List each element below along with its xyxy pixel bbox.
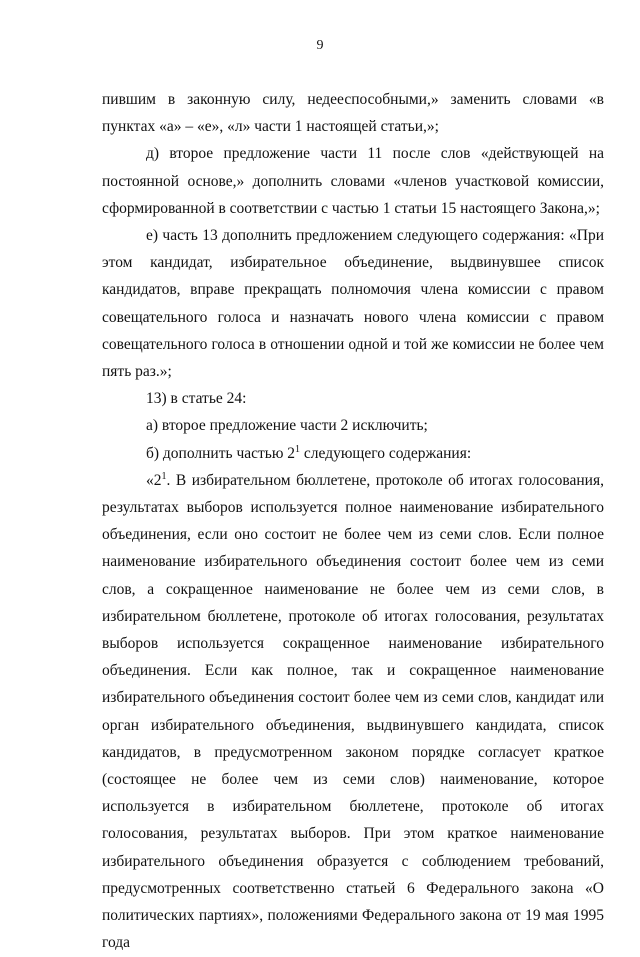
paragraph-item-a: а) второе предложение части 2 исключить;: [146, 417, 428, 435]
paragraph-part-2-1: [102, 467, 604, 957]
document-body: [102, 86, 604, 957]
paragraph-item-b-text: б) дополнить частью 2: [146, 444, 296, 462]
paragraph-part-2-1-start: «2: [146, 471, 162, 489]
paragraph-item-b-text-end: следующего содержания:: [300, 444, 472, 462]
paragraph-item-b: [102, 440, 604, 467]
superscript-one: 1: [295, 443, 301, 455]
paragraph-item-d: д) второе предложение части 11 после слов «действующей на постоянной основе,» дополнить словами «членов участковой комиссии, сформированной в соответствии с частью 1 статьи 15 настоящего Закона,»;: [102, 145, 604, 217]
superscript-one-b: 1: [161, 470, 167, 482]
paragraph-part-2-1-text: . В избирательном бюллетене, протоколе об итогах голосования, результатах выборов используется полное наименование избирательного объединения, если оно состоит не более чем из семи слов. Если полное наименование избирательного объединения состоит более чем из семи слов, а сокращенное наименование не более чем из семи слов, в избирательном бюллетене, протоколе об итогах голосования, результатах выборов используется сокращенное наименование избирательного объединения. Если как полное, так и сокращенное наименование избирательного объединения состоит более чем из семи слов, кандидат или орган избирательного объединения, выдвинувшего кандидата, список кандидатов, в предусмотренном законом порядке согласует краткое (состоящее не более чем из семи слов) наименование, которое используется в избирательном бюллетене, протоколе об итогах голосования, результатах выборов. При этом краткое наименование избирательного объединения образуется с соблюдением требований, предусмотренных соответственно статьей 6 Федерального закона «О политических партиях», положениями Федерального закона от 19 мая 1995 года: [102, 471, 604, 952]
paragraph-item-e: е) часть 13 дополнить предложением следующего содержания: «При этом кандидат, избирательное объединение, выдвинувшее список кандидатов, вправе прекращать полномочия члена комиссии с правом совещательного голоса и назначать нового члена комиссии с правом совещательного голоса в отношении одной и той же комиссии не более чем пять раз.»;: [102, 227, 604, 381]
paragraph-continuation: пившим в законную силу, недееспособными,» заменить словами «в пунктах «а» – «е», «л» части 1 настоящей статьи,»;: [102, 91, 604, 136]
page-number: 9: [316, 38, 324, 53]
paragraph-item-13: 13) в статье 24:: [146, 390, 247, 408]
